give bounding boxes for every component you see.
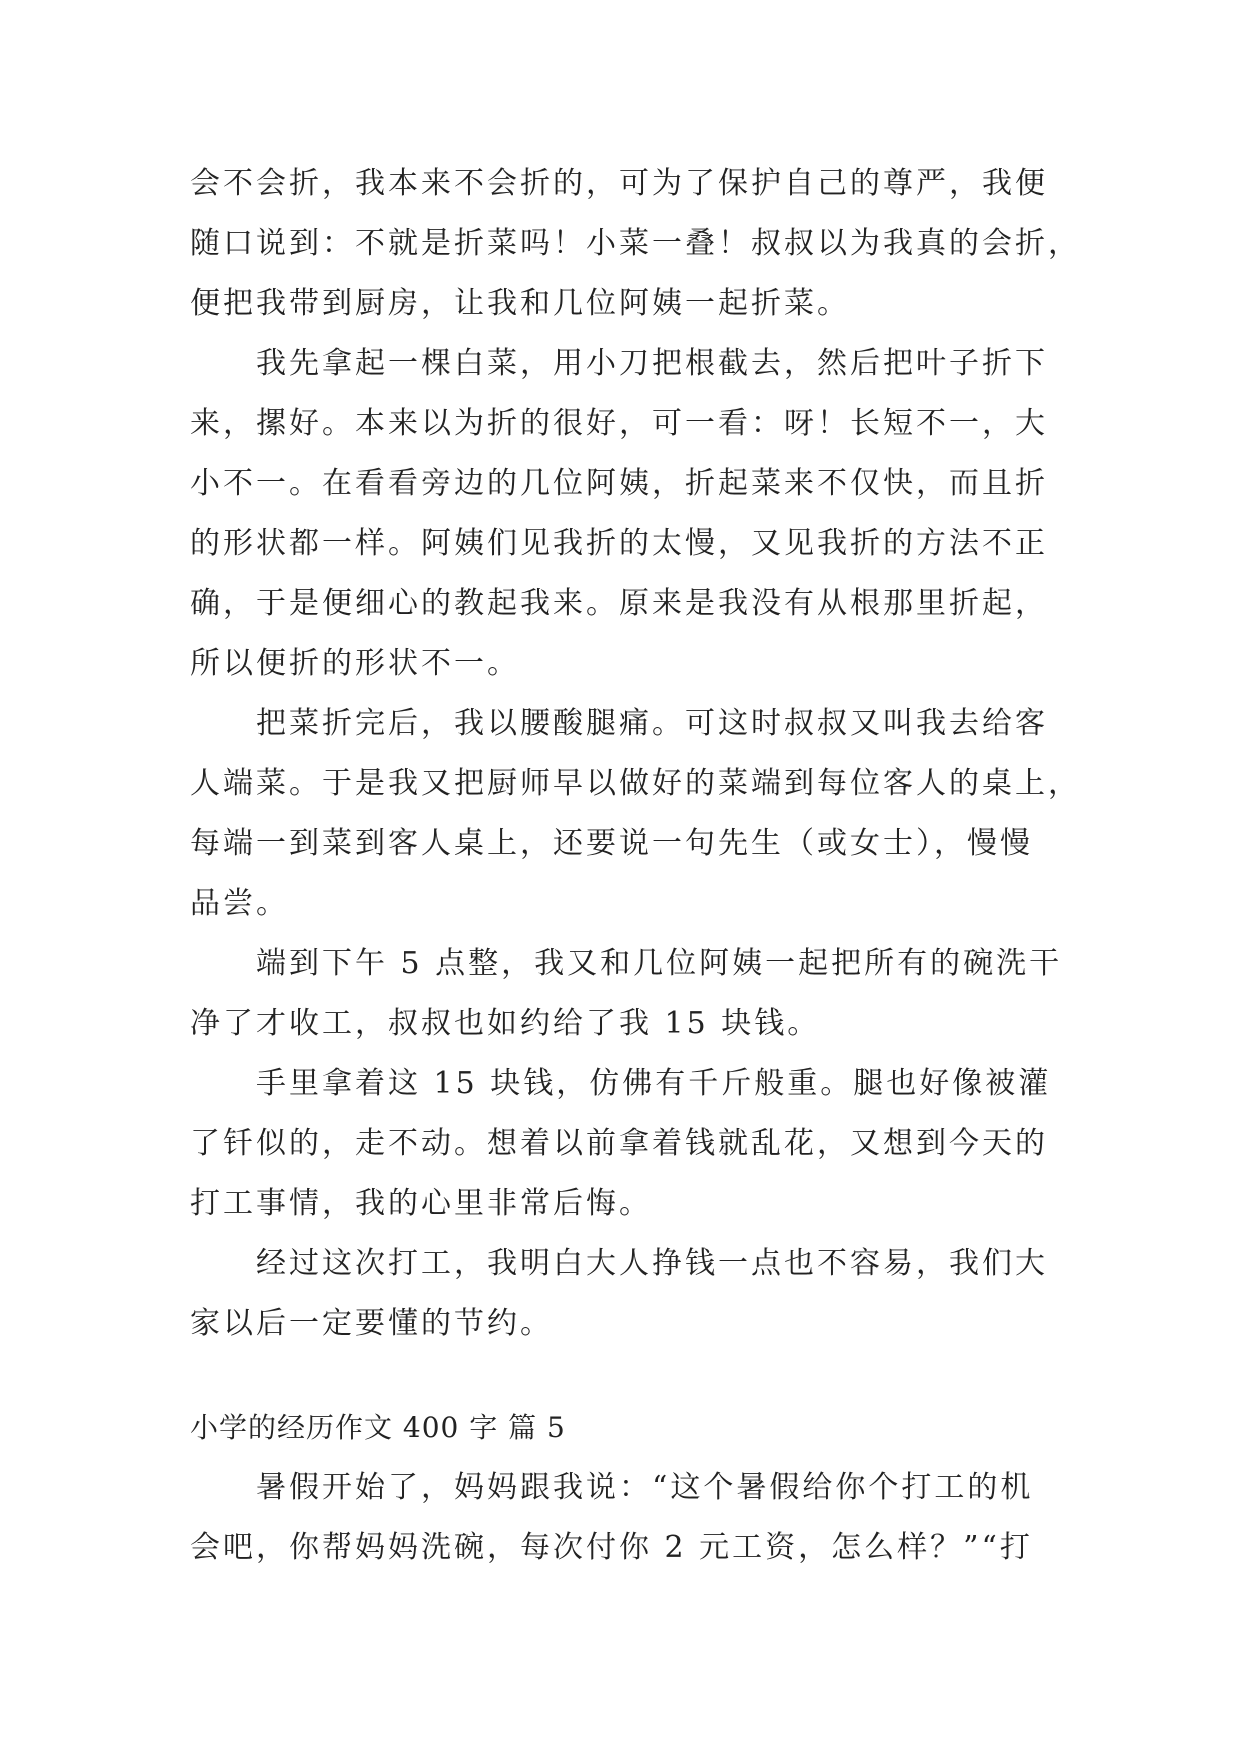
text-line-9: 所以便折的形状不一。	[190, 646, 520, 681]
paragraph-start-line: 暑假开始了，妈妈跟我说：“这个暑假给你个打工的机	[256, 1470, 1034, 1505]
text-line-15: 净了才收工，叔叔也如约给了我 15 块钱。	[190, 1006, 821, 1041]
text-line-7: 的形状都一样。阿姨们见我折的太慢，又见我折的方法不正	[190, 526, 1048, 561]
section-heading: 小学的经历作文 400 字 篇 5	[190, 1411, 566, 1444]
text-line-18: 打工事情，我的心里非常后悔。	[190, 1186, 652, 1221]
text-line-13: 品尝。	[190, 886, 289, 921]
text-line-20: 家以后一定要懂的节约。	[190, 1306, 553, 1341]
text-line-section-2: 会吧，你帮妈妈洗碗，每次付你 2 元工资，怎么样？”“打	[190, 1530, 1033, 1565]
text-line-8: 确，于是便细心的教起我来。原来是我没有从根那里折起，	[190, 586, 1048, 621]
text-line-5: 来，摞好。本来以为折的很好，可一看：呀！长短不一，大	[190, 406, 1048, 441]
text-line-6: 小不一。在看看旁边的几位阿姨，折起菜来不仅快，而且折	[190, 466, 1048, 501]
text-line-1: 会不会折，我本来不会折的，可为了保护自己的尊严，我便	[190, 166, 1048, 201]
text-line-2: 随口说到：不就是折菜吗！小菜一叠！叔叔以为我真的会折，	[190, 226, 1081, 261]
paragraph-start-line: 端到下午 5 点整，我又和几位阿姨一起把所有的碗洗干	[256, 946, 1063, 981]
text-line-11: 人端菜。于是我又把厨师早以做好的菜端到每位客人的桌上，	[190, 766, 1081, 801]
text-line-12: 每端一到菜到客人桌上，还要说一句先生（或女士），慢慢	[190, 826, 1033, 861]
paragraph-start-line: 把菜折完后，我以腰酸腿痛。可这时叔叔又叫我去给客	[256, 706, 1048, 741]
text-line-17: 了钎似的，走不动。想着以前拿着钱就乱花，又想到今天的	[190, 1126, 1048, 1161]
paragraph-start-line: 手里拿着这 15 块钱，仿佛有千斤般重。腿也好像被灌	[256, 1066, 1052, 1101]
text-line-3: 便把我带到厨房，让我和几位阿姨一起折菜。	[190, 286, 850, 321]
paragraph-start-line: 我先拿起一棵白菜，用小刀把根截去，然后把叶子折下	[256, 346, 1048, 381]
paragraph-start-line: 经过这次打工，我明白大人挣钱一点也不容易，我们大	[256, 1246, 1048, 1281]
